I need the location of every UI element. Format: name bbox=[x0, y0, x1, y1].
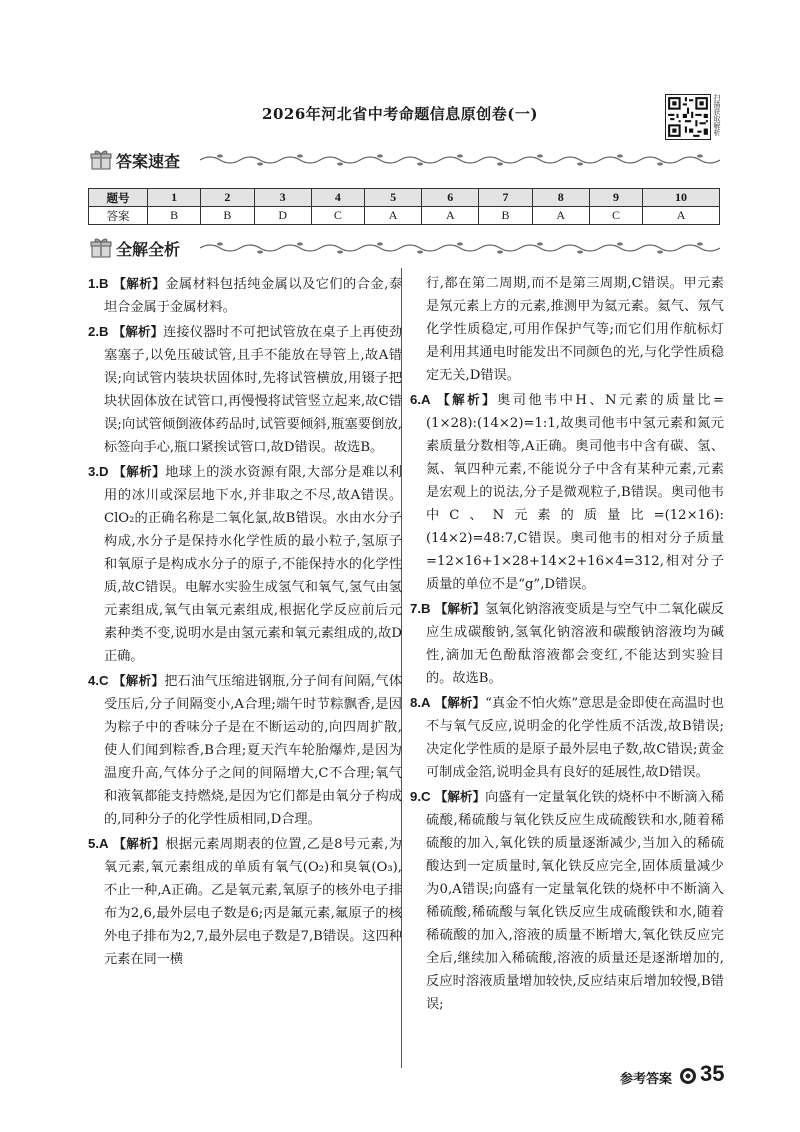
analysis-tag: 【解析】 bbox=[113, 836, 166, 851]
item-text: “真金不怕火炼”意思是金即使在高温时也不与氧气反应,说明金的化学性质不活泼,故B错误;决定化学性质的是原子最外层电子数,故C错误;黄金可制成金箔,说明金具有良好的延展性,故D错误。 bbox=[426, 696, 724, 780]
qr-code bbox=[665, 94, 711, 140]
analysis-item bbox=[88, 320, 402, 459]
footer-label: 参考答案 bbox=[620, 1072, 673, 1087]
answer-table-header-row bbox=[89, 189, 720, 207]
answer-table bbox=[88, 188, 720, 225]
item-number: 3.D bbox=[88, 464, 109, 479]
analysis-item bbox=[410, 691, 724, 784]
qr-caption: 扫描获取解析 bbox=[713, 94, 721, 136]
section-full-analysis bbox=[88, 234, 728, 262]
answer-cell: A bbox=[365, 207, 422, 225]
header-label: 题号 bbox=[89, 189, 148, 207]
analysis-tag: 【解析】 bbox=[434, 695, 486, 710]
item-number: 9.C bbox=[410, 789, 431, 804]
question-number: 2 bbox=[201, 189, 254, 207]
question-number: 7 bbox=[479, 189, 532, 207]
page-number: 35 bbox=[700, 1061, 725, 1086]
answer-cell: B bbox=[201, 207, 254, 225]
answer-cell: B bbox=[479, 207, 532, 225]
item-number: 6.A bbox=[410, 392, 431, 407]
analysis-item bbox=[88, 669, 402, 831]
answer-cell: A bbox=[643, 207, 720, 225]
section-title: 答案速查 bbox=[116, 152, 181, 171]
item-number: 2.B bbox=[88, 324, 109, 339]
analysis-item bbox=[410, 388, 724, 596]
analysis-tag: 【解析】 bbox=[113, 464, 166, 479]
item-number: 5.A bbox=[88, 836, 109, 851]
answer-cell: C bbox=[589, 207, 642, 225]
item-text: 地球上的淡水资源有限,大部分是难以利用的冰川或深层地下水,并非取之不尽,故A错误。ClO₂的正确名称是二氧化氯,故B错误。水由水分子构成,水分子是保持水化学性质的最小粒子,氢原子和氧原子是构成水分子的原子,不能保持水的化学性质,故C错误。电解水实验生成氢气和氧气,氢气由氢元素组成,氧气由氧元素组成,根据化学反应前后元素种类不变,说明水是由氢元素和氧元素组成的,故D正确。 bbox=[104, 465, 402, 664]
gift-box-icon bbox=[88, 146, 114, 172]
analysis-item bbox=[88, 460, 402, 668]
item-text: 向盛有一定量氧化铁的烧杯中不断滴入稀硫酸,稀硫酸与氧化铁反应生成硫酸铁和水,随着稀硫酸的加入,氧化铁的质量逐渐减少,当加入的稀硫酸达到一定质量时,氧化铁反应完全,固体质量减少为0,A错误;向盛有一定量氧化铁的烧杯中不断滴入稀硫酸,稀硫酸与氧化铁反应生成硫酸铁和水,随着稀硫酸的加入,溶液的质量不断增大,氧化铁反应完全后,继续加入稀硫酸,溶液的质量还是逐渐增加的,反应时溶液质量增加较快,反应结束后增加较慢,B错误; bbox=[426, 790, 724, 1012]
analysis-item bbox=[88, 832, 402, 971]
vine-ornament-icon bbox=[200, 152, 720, 168]
vine-ornament-icon bbox=[200, 240, 720, 256]
answer-table-answer-row bbox=[89, 207, 720, 225]
question-number: 3 bbox=[254, 189, 311, 207]
item-text: 把石油气压缩进钢瓶,分子间有间隔,气体受压后,分子间隔变小,A合理;端午时节粽飘香,是因为粽子中的香味分子是在不断运动的,向四周扩散,使人们闻到粽香,B合理;夏天汽车轮胎爆炸,是因为温度升高,气体分子之间的间隔增大,C不合理;氧气和液氧都能支持燃烧,是因为它们都是由氧分子构成的,同种分子的化学性质相同,D合理。 bbox=[104, 674, 402, 827]
item-text: 氢氧化钠溶液变质是与空气中二氧化碳反应生成碳酸钠,氢氧化钠溶液和碳酸钠溶液均为碱性,滴加无色酚酞溶液都会变红,不能达到实验目的。故选B。 bbox=[426, 602, 724, 686]
answer-cell: A bbox=[422, 207, 479, 225]
analysis-tag: 【解析】 bbox=[113, 673, 165, 688]
question-number: 6 bbox=[422, 189, 479, 207]
question-number: 1 bbox=[148, 189, 201, 207]
analysis-tag: 【解析】 bbox=[437, 392, 498, 407]
item-number: 1.B bbox=[88, 276, 109, 291]
question-number: 10 bbox=[643, 189, 720, 207]
item-number: 7.B bbox=[410, 601, 431, 616]
answer-cell: C bbox=[311, 207, 364, 225]
answer-cell: D bbox=[254, 207, 311, 225]
question-number: 5 bbox=[365, 189, 422, 207]
analysis-tag: 【解析】 bbox=[113, 276, 166, 291]
answer-cell: A bbox=[532, 207, 589, 225]
section-title: 全解全析 bbox=[116, 240, 181, 259]
answer-label: 答案 bbox=[89, 207, 148, 225]
analysis-column-right bbox=[410, 272, 724, 1017]
badge-icon bbox=[679, 1067, 697, 1085]
analysis-item bbox=[410, 785, 724, 1016]
analysis-item bbox=[88, 272, 402, 319]
gift-box-icon bbox=[88, 234, 114, 260]
question-number: 8 bbox=[532, 189, 589, 207]
analysis-item-continuation: 行,都在第二周期,而不是第三周期,C错误。甲元素是氖元素上方的元素,推测甲为氦元素。氦气、氖气化学性质稳定,可用作保护气等;而它们用作航标灯是利用其通电时能发出不同颜色的光,与化学性质稳定无关,D错误。 bbox=[426, 276, 724, 383]
section-quick-answers bbox=[88, 146, 728, 174]
item-text: 连接仪器时不可把试管放在桌子上再使劲塞塞子,以免压破试管,且手不能放在导管上,故A错误;向试管内装块状固体时,先将试管横放,用镊子把块状固体放在试管口,再慢慢将试管竖立起来,故C错误;向试管倾倒液体药品时,试管要倾斜,瓶塞要倒放,标签向手心,瓶口紧挨试管口,故D错误。故选B。 bbox=[104, 325, 402, 455]
item-text: 金属材料包括纯金属以及它们的合金,泰坦合金属于金属材料。 bbox=[104, 277, 402, 315]
analysis-item bbox=[410, 597, 724, 690]
question-number: 9 bbox=[589, 189, 642, 207]
analysis-tag: 【解析】 bbox=[112, 324, 164, 339]
item-text: 根据元素周期表的位置,乙是8号元素,为氧元素,氧元素组成的单质有氧气(O₂)和臭氧(O₃),不止一种,A正确。乙是氧元素,氧原子的核外电子排布为2,6,最外层电子数是6;丙是氟元素,氟原子的核外电子排布为2,7,最外层电子数是7,B错误。这四种元素在同一横 bbox=[104, 837, 402, 967]
analysis-column-left bbox=[88, 272, 402, 972]
item-text: 奥司他韦中H、N元素的质量比=(1×28):(14×2)=1:1,故奥司他韦中氢元素和氮元素质量分数相等,A正确。奥司他韦中含有碳、氢、氮、氧四种元素,不能说分子中含有某种元素,元素是宏观上的说法,分子是微观粒子,B错误。奥司他韦中C、N元素的质量比=(12×16):(14×2)=48:7,C错误。奥司他韦的相对分子质量=12×16+1×28+14×2+16×4=312,相对分子质量的单位不是“g”,D错误。 bbox=[426, 393, 724, 592]
analysis-tag: 【解析】 bbox=[434, 789, 486, 804]
analysis-tag: 【解析】 bbox=[434, 601, 486, 616]
question-number: 4 bbox=[311, 189, 364, 207]
item-number: 4.C bbox=[88, 673, 109, 688]
page-title: 2026年河北省中考命题信息原创卷(一) bbox=[262, 105, 538, 123]
item-number: 8.A bbox=[410, 695, 431, 710]
answer-cell: B bbox=[148, 207, 201, 225]
